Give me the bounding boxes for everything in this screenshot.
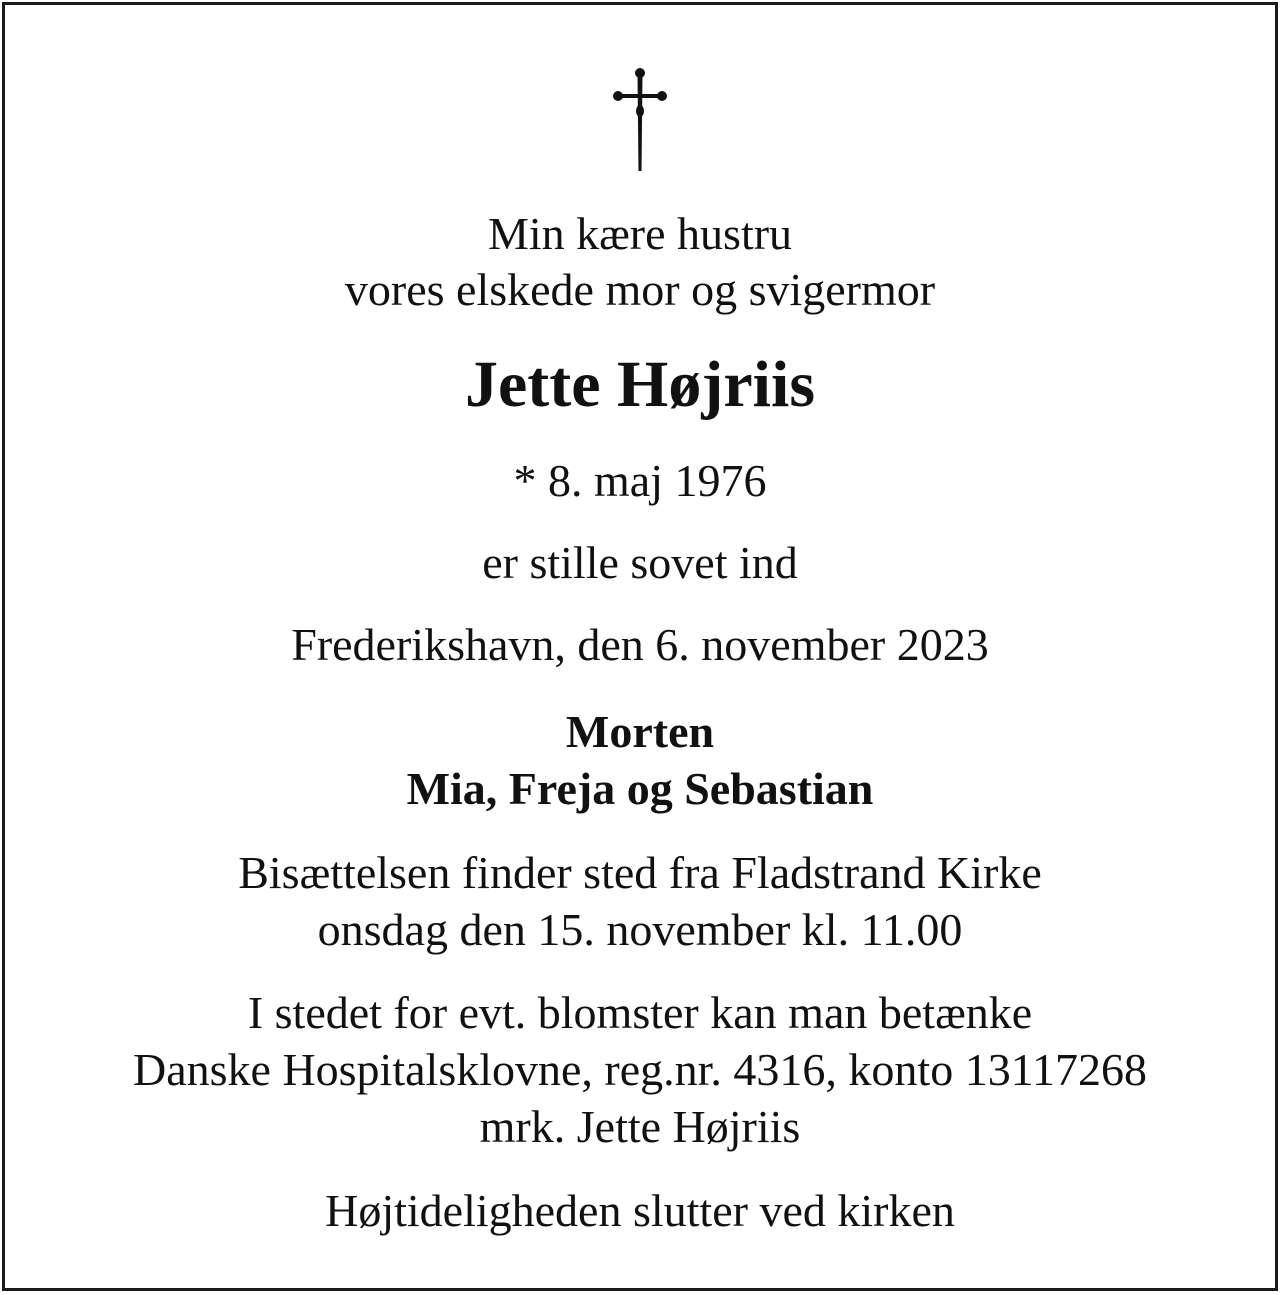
donation-line-1: I stedet for evt. blomster kan man betænke <box>247 987 1033 1038</box>
closing-line: Højtideligheden slutter ved kirken <box>325 1185 955 1236</box>
deceased-name: Jette Højriis <box>464 348 815 421</box>
donation-line-3: mrk. Jette Højriis <box>479 1101 801 1152</box>
passing-phrase: er stille sovet ind <box>482 537 798 588</box>
funeral-line-2: onsdag den 15. november kl. 11.00 <box>317 904 963 955</box>
funeral-line-1: Bisættelsen finder sted fra Fladstrand Kirke <box>238 847 1042 898</box>
obituary-notice <box>2 2 1278 1291</box>
intro-line-1: Min kære hustru <box>487 208 793 259</box>
birth-date: * 8. maj 1976 <box>513 455 767 506</box>
place-and-date: Frederikshavn, den 6. november 2023 <box>291 619 989 670</box>
donation-line-2: Danske Hospitalsklovne, reg.nr. 4316, konto 13117268 <box>132 1044 1148 1095</box>
family-line-2: Mia, Freja og Sebastian <box>406 763 874 814</box>
intro-line-2: vores elskede mor og svigermor <box>344 264 936 315</box>
family-line-1: Morten <box>565 706 715 757</box>
cross-icon <box>610 67 670 175</box>
